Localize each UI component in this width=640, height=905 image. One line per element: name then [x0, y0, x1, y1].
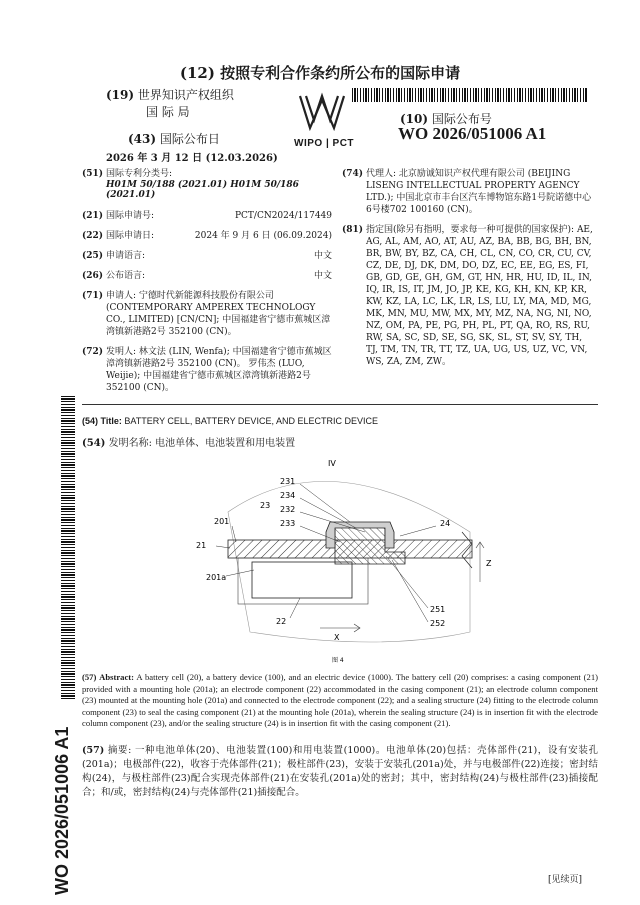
pubdate-value: 2026 年 3 月 12 日 (12.03.2026)	[106, 153, 278, 164]
wipo-emblem-icon	[296, 90, 348, 134]
org-num: (19)	[106, 88, 135, 102]
abstract-en: (57) Abstract: A battery cell (20), a battery device (100), and an electric device (1000). The battery cell (20) comprises: a casing component (21) provided with a mounting hole (201a); an electrode component (22) accommodated in the casing component (21); an electrode column component (23) mounted at the mounting hole (201a) and connected to the electrode component (22); and a sealing structure (24) fitting to the electrode column component (23) to seal the casing component (21) at the mounting hole (201a), wherein the sealing structure (24) is in insertion fit with the electrode column component (23), and/or the sealing structure (24) is in insertion fit with the casing component (21).	[82, 672, 598, 728]
field-21: (21) 国际申请号: PCT/CN2024/117449	[82, 211, 332, 221]
label-251: 251	[430, 605, 446, 614]
continued-note: [见续页]	[548, 875, 583, 885]
field-71: (71) 申请人: 宁德时代新能源科技股份有限公司 (CONTEMPORARY AMPEREX TECHNOLOGY CO., LIMITED) [CN/CN]; 中国福建省宁德市蕉城区漳湾镇新港路2号 352100 (CN)。	[82, 291, 331, 337]
title-zh: (54) 发明名称: 电池单体、电池装置和用电装置	[82, 438, 296, 449]
publication-number: WO 2026/051006 A1	[398, 124, 547, 143]
wipo-org-block	[106, 86, 296, 164]
field-81: (81) 指定国(除另有指明，要求每一种可提供的国家保护): AE, AG, AL, AM, AO, AT, AU, AZ, BA, BB, BG, BH, BN, BR, BW, BY, BZ, CA, CH, CL, CN, CO, CR, CU, CV, CZ, DE, DJ, DK, DM, DO, DZ, EC, EE, EG, ES, FI, GB, GD, GE, GH, GM, GT, HN, HR, HU, ID, IL, IN, IQ, IR, IS, IT, JM, JO, JP, KE, KG, KH, KN, KP, KR, KW, KZ, LA, LC, LK, LR, LS, LU, LY, MA, MD, MG, MK, MN, MU, MW, MX, MY, MZ, NA, NG, NI, NO, NZ, OM, PA, PE, PG, PH, PL, PT, QA, RO, RS, RU, RW, SA, SC, SD, SE, SG, SK, SL, ST, SV, SY, TH, TJ, TM, TN, TR, TT, TZ, UA, UG, US, UZ, VC, VN, WS, ZA, ZM, ZW。	[342, 225, 593, 367]
top-barcode	[352, 88, 588, 102]
label-x: X	[334, 633, 340, 642]
pubdate-num: (43)	[128, 132, 157, 146]
label-233: 233	[280, 519, 296, 528]
document-title: (12) 按照专利合作条约所公布的国际申请	[179, 64, 461, 82]
org-bureau: 国 际 局	[146, 105, 190, 119]
ipc-value: H01M 50/188 (2021.01) H01M 50/186 (2021.01)	[106, 180, 299, 200]
abstract-zh: (57) 摘要: 一种电池单体(20)、电池装置(100)和用电装置(1000)。电池单体(20)包括：壳体部件(21)，设有安装孔(201a)；电极部件(22)，收容于壳体部件(21)；极柱部件(23)，安装于安装孔(201a)处，并与电极部件(22)连接；密封结构(24)，与极柱部件(23)配合实现壳体部件(21)在安装孔(201a)处的密封；其中，密封结构(24)与极柱部件(23)插接配合；和/或，密封结构(24)与壳体部件(21)插接配合。	[82, 745, 599, 798]
figure-caption: 图 4	[332, 657, 344, 664]
wipo-logo	[294, 90, 355, 150]
left-fields	[82, 168, 332, 394]
label-201a: 201a	[206, 573, 227, 582]
field-72: (72) 发明人: 林文法 (LIN, Wenfa); 中国福建省宁德市蕉城区漳湾镇新港路2号 352100 (CN)。 罗伟杰 (LUO, Weijie); 中国福建省宁德市蕉城区漳湾镇新港路2号 352100 (CN)。	[82, 347, 332, 393]
section-divider	[82, 404, 598, 405]
pubnum-num: (10)	[400, 112, 429, 126]
label-232: 232	[280, 505, 296, 514]
field-51: (51) 国际专利分类号:	[82, 169, 173, 179]
view-label: IV	[328, 459, 336, 468]
field-74: (74) 代理人: 北京励诚知识产权代理有限公司 (BEIJING LISENG INTELLECTUAL PROPERTY AGENCY LTD.); 中国北京市丰台区汽车博物馆东路1号院诺德中心6号楼702 100160 (CN)。	[342, 169, 592, 215]
label-234: 234	[280, 491, 296, 500]
field-26: (26) 公布语言: 中文	[82, 271, 332, 281]
electrode-component	[252, 562, 352, 598]
label-23: 23	[260, 501, 271, 510]
right-fields	[342, 168, 596, 368]
wipo-logo-text: WIPO | PCT	[294, 138, 355, 149]
label-201: 201	[214, 517, 230, 526]
label-24: 24	[440, 519, 451, 528]
label-z: Z	[486, 559, 492, 568]
label-231: 231	[280, 477, 296, 486]
org-name: 世界知识产权组织	[137, 88, 234, 102]
side-publication-number: WO 2026/051006 A1	[52, 726, 72, 895]
label-21: 21	[196, 541, 207, 550]
pubnum-label: 国际公布号	[431, 112, 492, 126]
label-22: 22	[276, 617, 287, 626]
field-25: (25) 申请语言: 中文	[82, 251, 332, 261]
field-22: (22) 国际申请日: 2024 年 9 月 6 日 (06.09.2024)	[82, 231, 332, 241]
pubdate-label: 国际公布日	[159, 132, 220, 146]
patent-drawing	[180, 452, 510, 666]
title-en: (54) Title: BATTERY CELL, BATTERY DEVICE, AND ELECTRIC DEVICE	[82, 416, 378, 426]
label-252: 252	[430, 619, 446, 628]
